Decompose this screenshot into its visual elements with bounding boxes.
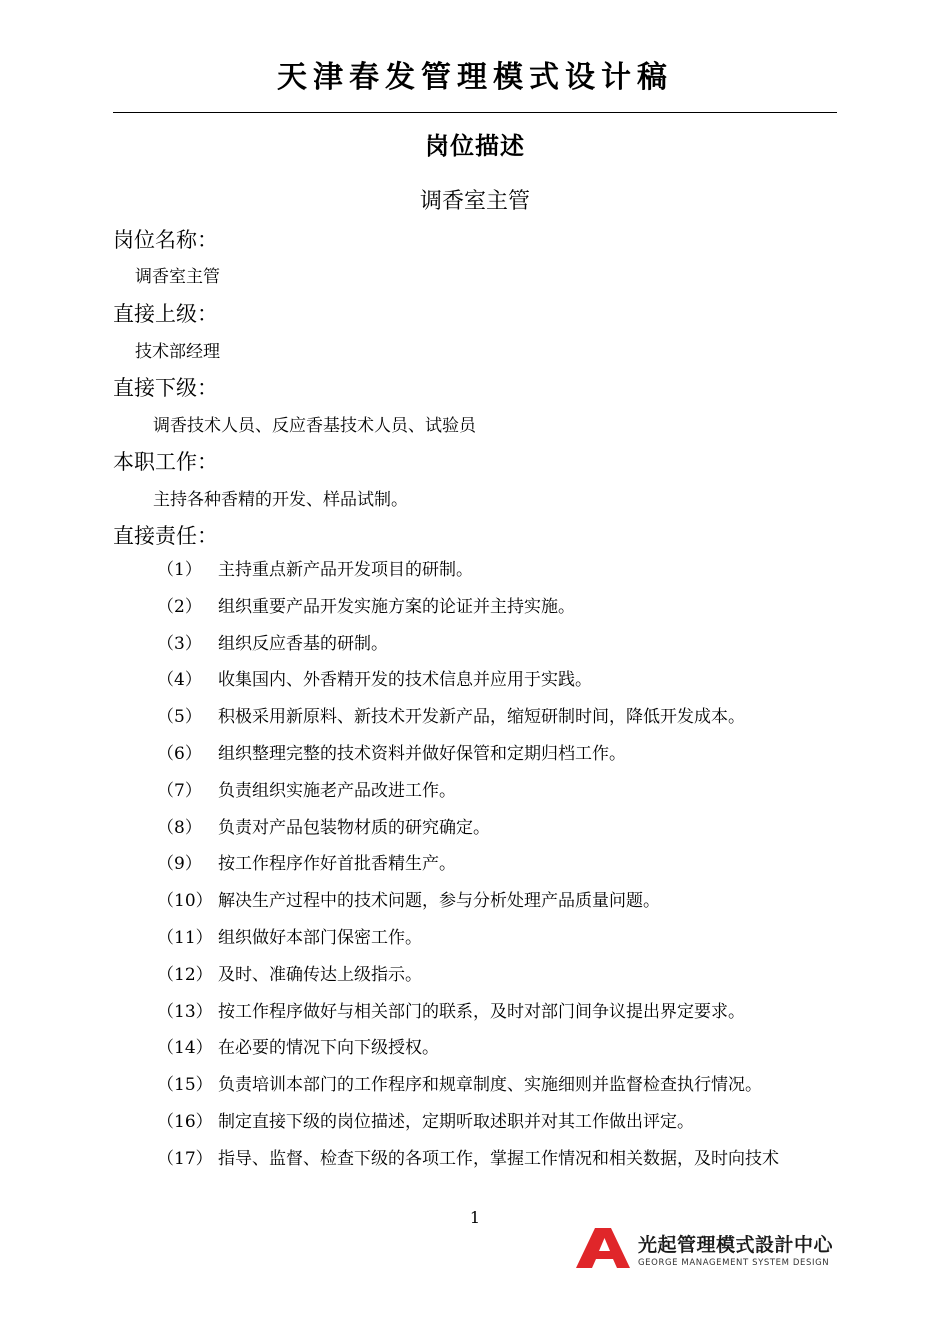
duty-item [157, 1073, 857, 1110]
page-number: 1 [469, 1208, 481, 1227]
position-name-label: 岗位名称： [113, 228, 218, 252]
duty-text: 指导、监督、检查下级的各项工作，掌握工作情况和相关数据，及时向技术 [218, 1148, 779, 1169]
duty-item [157, 595, 857, 632]
duty-number: （16） [157, 1111, 213, 1132]
duty-number: （1） [157, 560, 202, 580]
position-name-value: 调香室主管 [135, 267, 220, 287]
duty-item [157, 816, 857, 853]
duty-text: 组织整理完整的技术资料并做好保管和定期归档工作。 [218, 743, 626, 764]
page-header-title: 天津春发管理模式设计稿 [277, 60, 673, 95]
duty-text: 解决生产过程中的技术问题，参与分析处理产品质量问题。 [218, 891, 660, 912]
duty-item [157, 852, 857, 889]
duty-item [157, 779, 857, 816]
duty-number: （13） [157, 1001, 213, 1022]
duty-text: 负责组织实施老产品改进工作。 [218, 780, 456, 801]
duty-number: （9） [157, 854, 202, 875]
duty-text: 主持重点新产品开发项目的研制。 [218, 560, 473, 580]
duty-number: （8） [157, 817, 202, 838]
duty-list [157, 558, 857, 1184]
duty-number: （17） [157, 1148, 213, 1169]
main-work-label: 本职工作： [113, 450, 218, 474]
direct-responsibility-label: 直接责任： [113, 524, 218, 548]
duty-item [157, 926, 857, 963]
logo-english-name: GEORGE MANAGEMENT SYSTEM DESIGN [638, 1258, 830, 1268]
duty-number: （14） [157, 1038, 213, 1059]
duty-number: （4） [157, 670, 202, 691]
duty-number: （5） [157, 707, 202, 728]
document-subtitle: 调香室主管 [419, 189, 530, 214]
duty-item [157, 1147, 857, 1184]
logo-chinese-name: 光起管理模式設計中心 [638, 1234, 834, 1256]
duty-number: （6） [157, 743, 202, 764]
duty-text: 在必要的情况下向下级授权。 [218, 1038, 439, 1059]
duty-item [157, 963, 857, 1000]
letter-a-logo-mark-icon [576, 1228, 632, 1268]
duty-item [157, 705, 857, 742]
main-work-value: 主持各种香精的开发、样品试制。 [153, 490, 408, 510]
duty-text: 组织做好本部门保密工作。 [218, 927, 422, 948]
duty-text: 负责培训本部门的工作程序和规章制度、实施细则并监督检查执行情况。 [218, 1075, 762, 1096]
duty-item [157, 742, 857, 779]
duty-text: 收集国内、外香精开发的技术信息并应用于实践。 [218, 670, 592, 691]
direct-superior-value: 技术部经理 [135, 342, 220, 362]
duty-text: 负责对产品包装物材质的研究确定。 [218, 817, 490, 838]
header-rule [113, 112, 837, 113]
duty-number: （11） [157, 927, 213, 948]
duty-number: （2） [157, 596, 202, 617]
duty-item [157, 668, 857, 705]
direct-subordinate-label: 直接下级： [113, 376, 218, 400]
duty-text: 积极采用新原料、新技术开发新产品，缩短研制时间，降低开发成本。 [218, 707, 745, 728]
duty-number: （15） [157, 1075, 213, 1096]
company-logo [576, 1228, 838, 1270]
duty-item [157, 889, 857, 926]
duty-text: 按工作程序作好首批香精生产。 [218, 854, 456, 875]
direct-subordinate-value: 调香技术人员、反应香基技术人员、试验员 [153, 416, 476, 436]
duty-number: （3） [157, 633, 202, 654]
direct-superior-label: 直接上级： [113, 302, 218, 326]
duty-item [157, 1036, 857, 1073]
document-title: 岗位描述 [425, 132, 525, 160]
duty-item [157, 632, 857, 669]
duty-text: 及时、准确传达上级指示。 [218, 964, 422, 985]
duty-text: 制定直接下级的岗位描述，定期听取述职并对其工作做出评定。 [218, 1111, 694, 1132]
duty-item [157, 1110, 857, 1147]
duty-item [157, 558, 857, 595]
duty-text: 组织反应香基的研制。 [218, 633, 388, 654]
duty-item [157, 1000, 857, 1037]
duty-text: 按工作程序做好与相关部门的联系，及时对部门间争议提出界定要求。 [218, 1001, 745, 1022]
duty-number: （10） [157, 891, 213, 912]
duty-text: 组织重要产品开发实施方案的论证并主持实施。 [218, 596, 575, 617]
duty-number: （12） [157, 964, 213, 985]
duty-number: （7） [157, 780, 202, 801]
